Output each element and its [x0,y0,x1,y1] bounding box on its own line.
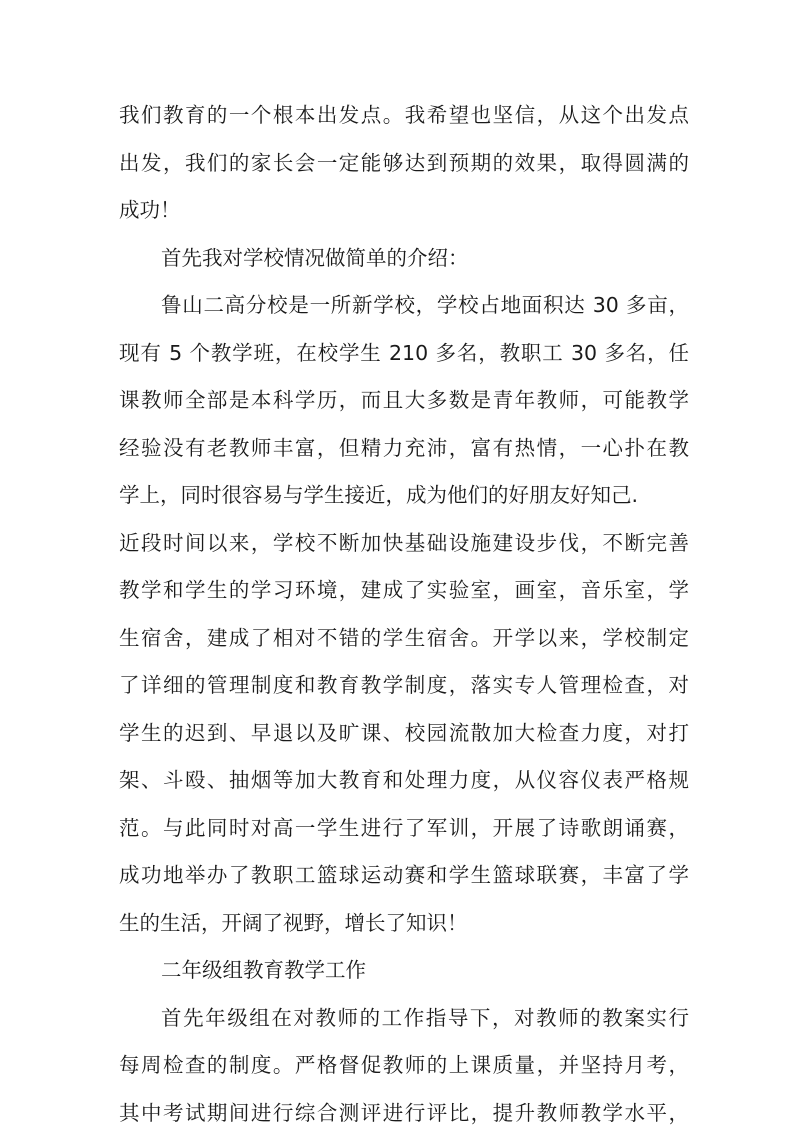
text-line: 经验没有老教师丰富，但精力充沛，富有热情，一心扑在教 [119,425,689,473]
text-line: 生宿舍，建成了相对不错的学生宿舍。开学以来，学校制定 [119,615,689,663]
text-line: 了详细的管理制度和教育教学制度，落实专人管理检查，对 [119,662,689,710]
text-line: 生的生活，开阔了视野，增长了知识！ [119,900,689,948]
text-line: 成功地举办了教职工篮球运动赛和学生篮球联赛，丰富了学 [119,852,689,900]
text-line: 出发，我们的家长会一定能够达到预期的效果，取得圆满的 [119,140,689,188]
text-line: 成功！ [119,187,689,235]
text-line: 架、斗殴、抽烟等加大教育和处理力度，从仪容仪表严格规 [119,757,689,805]
body-text [119,92,689,1137]
text-line: 范。与此同时对高一学生进行了军训，开展了诗歌朗诵赛， [119,805,689,853]
text-line: 课教师全部是本科学历，而且大多数是青年教师，可能教学 [119,377,689,425]
text-line: 二年级组教育教学工作 [119,947,689,995]
text-line: 现有 5 个教学班，在校学生 210 多名，教职工 30 多名，任 [119,330,689,378]
text-line: 首先年级组在对教师的工作指导下，对教师的教案实行 [119,995,689,1043]
text-line: 首先我对学校情况做简单的介绍： [119,235,689,283]
text-line: 学生的迟到、早退以及旷课、校园流散加大检查力度，对打 [119,710,689,758]
text-line: 近段时间以来，学校不断加快基础设施建设步伐，不断完善 [119,520,689,568]
text-line: 教学和学生的学习环境，建成了实验室，画室，音乐室，学 [119,567,689,615]
text-line: 我们教育的一个根本出发点。我希望也坚信，从这个出发点 [119,92,689,140]
text-line: 鲁山二高分校是一所新学校，学校占地面积达 30 多亩， [119,282,689,330]
text-line: 其中考试期间进行综合测评进行评比，提升教师教学水平， [119,1090,689,1137]
text-line: 每周检查的制度。严格督促教师的上课质量，并坚持月考， [119,1042,689,1090]
text-line: 学上，同时很容易与学生接近，成为他们的好朋友好知己. [119,472,689,520]
